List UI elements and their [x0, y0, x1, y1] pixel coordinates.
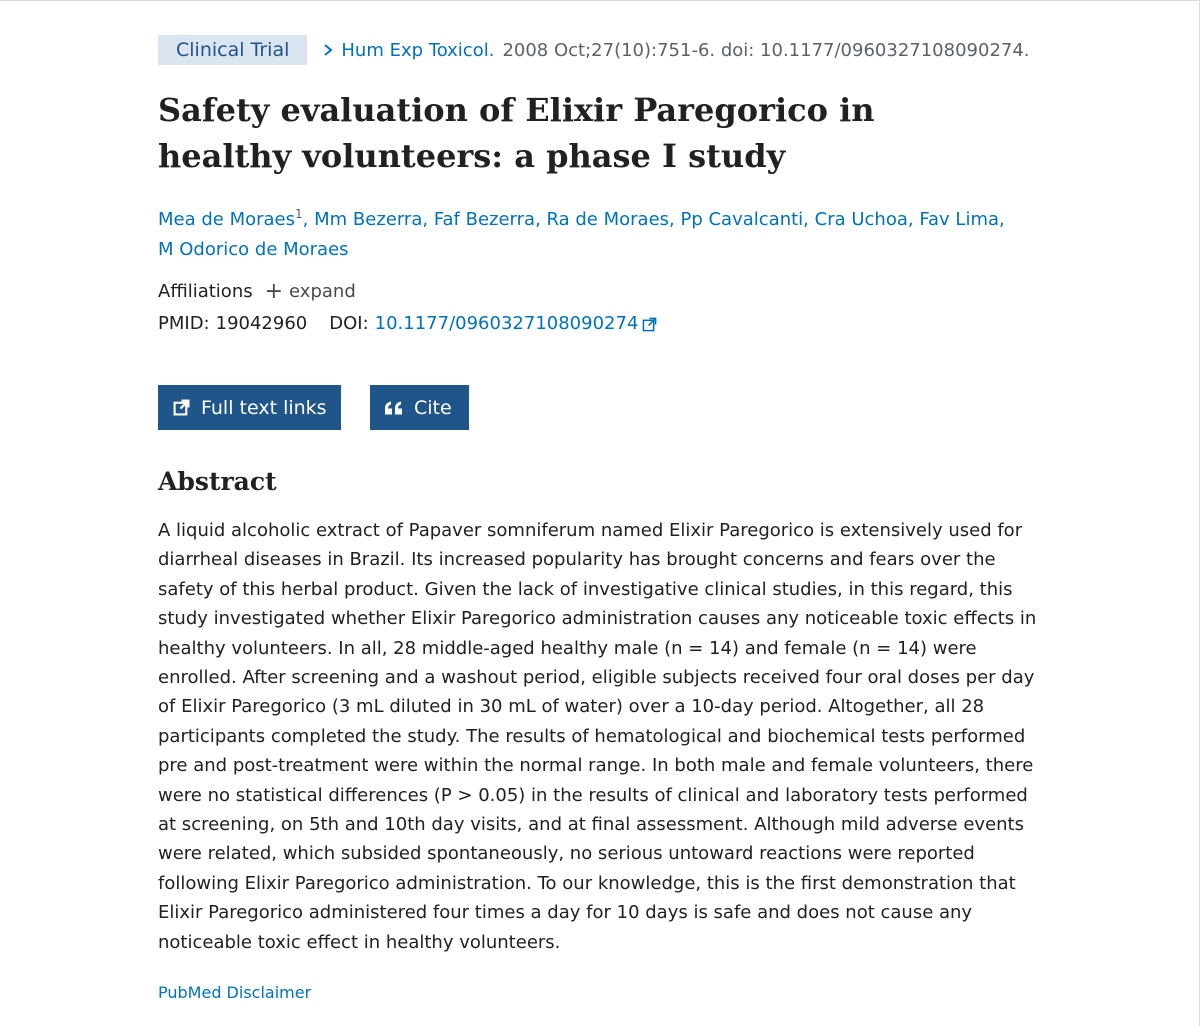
- quote-icon: [384, 399, 404, 416]
- affiliations-row: [158, 277, 1048, 307]
- authors-list: Mea de Moraes$^1$, Mm Bezerra, Faf Bezerra, Ra de Moraes, Pp Cavalcanti, Cra Uchoa, Fav Lima, M Odorico de Moraes: [158, 207, 1005, 260]
- citation-row: [158, 35, 1048, 65]
- chevron-right-icon: [321, 43, 335, 57]
- expand-affiliations-button[interactable]: [265, 277, 356, 307]
- pmid-value: 19042960: [215, 313, 308, 334]
- abstract-heading: Abstract: [158, 467, 277, 496]
- author-link[interactable]: Faf Bezerra: [433, 209, 536, 230]
- identifiers-row: [158, 309, 1048, 339]
- pubmed-disclaimer-link[interactable]: PubMed Disclaimer: [158, 983, 312, 1003]
- citation-details: 2008 Oct;27(10):751-6. doi: 10.1177/0960327108090274.: [502, 39, 1030, 61]
- author-link[interactable]: M Odorico de Moraes: [158, 239, 349, 260]
- author-link[interactable]: Fav Lima: [919, 209, 1000, 230]
- author-link[interactable]: Mea de Moraes: [158, 209, 296, 230]
- plus-icon: +: [264, 279, 284, 304]
- author-link[interactable]: Pp Cavalcanti: [680, 209, 804, 230]
- pmid-label: PMID:: [158, 313, 210, 334]
- doi-label: DOI:: [329, 313, 369, 334]
- article-content: [158, 35, 1048, 1002]
- publication-type-badge: Clinical Trial: [158, 35, 307, 65]
- external-link-icon: [642, 317, 657, 332]
- full-text-links-button[interactable]: [158, 385, 341, 430]
- expand-label: expand: [289, 281, 356, 302]
- action-buttons: [158, 385, 1048, 430]
- full-text-links-label: Full text links: [201, 396, 327, 419]
- affiliation-number[interactable]: 1: [295, 207, 303, 221]
- cite-button[interactable]: [370, 385, 469, 430]
- article-title: Safety evaluation of Elixir Paregorico in healthy volunteers: a phase I study: [158, 91, 875, 175]
- external-link-icon: [173, 399, 190, 416]
- journal-link[interactable]: Hum Exp Toxicol.: [341, 39, 495, 61]
- author-link[interactable]: Cra Uchoa: [814, 209, 908, 230]
- cite-label: Cite: [414, 396, 452, 419]
- author-link[interactable]: Ra de Moraes: [546, 209, 670, 230]
- author-link[interactable]: Mm Bezerra: [314, 209, 423, 230]
- affiliations-label: Affiliations: [158, 281, 253, 302]
- doi-link[interactable]: 10.1177/0960327108090274: [374, 313, 639, 334]
- abstract-text: A liquid alcoholic extract of Papaver somniferum named Elixir Paregorico is extensively used for diarrheal diseases in Brazil. Its increased popularity has brought concerns and fears over the safety of this herbal product. Given the lack of investigative clinical studies, in this regard, this study investigated whether Elixir Paregorico administration causes any noticeable toxic effects in healthy volunteers. In all, 28 middle-aged healthy male (n = 14) and female (n = 14) were enrolled. After screening and a washout period, eligible subjects received four oral doses per day of Elixir Paregorico (3 mL diluted in 30 mL of water) over a 10-day period. Altogether, all 28 participants completed the study. The results of hematological and biochemical tests performed pre and post-treatment were within the normal range. In both male and female volunteers, there were no statistical differences (P > 0.05) in the results of clinical and laboratory tests performed at screening, on 5th and 10th day visits, and at final assessment. Although mild adverse events were related, which subsided spontaneously, no serious untoward reactions were reported following Elixir Paregorico administration. To our knowledge, this is the first demonstration that Elixir Paregorico administered four times a day for 10 days is safe and does not cause any noticeable toxic effect in healthy volunteers.: [158, 520, 1037, 953]
